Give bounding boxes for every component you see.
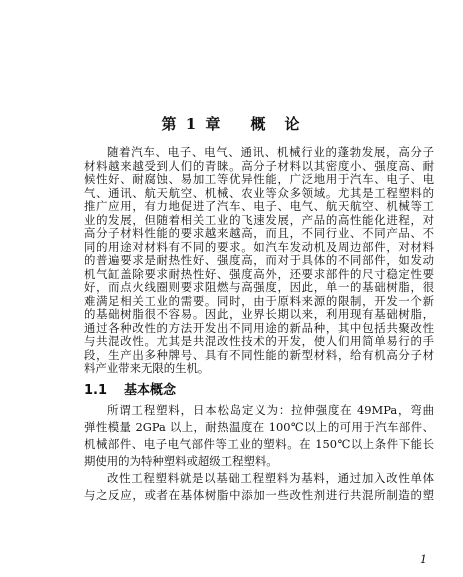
text-line: 料产业带来无限的生机。 bbox=[84, 361, 210, 375]
text-line: 难满足相关工业的需要。同时，由于原料来源的限制，开发一个新 bbox=[84, 293, 434, 308]
text-line: 好，而点火线圈则要求阻燃与高强度，因此，单一的基础树脂，很 bbox=[84, 280, 434, 294]
text-line: 所谓工程塑料，日本松岛定义为：拉伸强度在 49MPa，弯曲 bbox=[107, 403, 434, 417]
text-line: 推广应用，有力地促进了汽车、电子、电气、航天航空、机械等工 bbox=[84, 199, 434, 213]
chapter-label: 第 1 章 bbox=[161, 115, 223, 133]
text-line: 与之反应，或者在基体树脂中添加一些改性剂进行共混所制造的塑 bbox=[84, 488, 434, 502]
text-line: 改性工程塑料就是以基础工程塑料为基料，通过加入改性单体 bbox=[107, 471, 434, 485]
text-line: 业的发展，但随着相关工业的飞速发展，产品的高性能化进程，对 bbox=[84, 212, 434, 227]
chapter-title: 概 论 bbox=[250, 115, 302, 133]
chapter-heading bbox=[0, 113, 463, 134]
text-line: 随着汽车、电子、电气、通讯、机械行业的蓬勃发展，高分子 bbox=[107, 145, 434, 159]
text-line: 通过各种改性的方法开发出不同用途的新品种，其中包括共聚改性 bbox=[84, 320, 434, 335]
page-number: 1 bbox=[420, 553, 427, 566]
text-line: 机气缸盖除要求耐热性好、强度高外，还要求部件的尺寸稳定性要 bbox=[84, 266, 434, 281]
section-title: 基本概念 bbox=[124, 383, 177, 398]
section-number: 1.1 bbox=[84, 383, 108, 398]
text-line: 机械部件、电子电气部件等工业的塑料。在 150℃以上条件下能长 bbox=[84, 437, 434, 451]
text-line: 期使用的为特种塑料或超级工程塑料。 bbox=[84, 454, 278, 468]
text-line: 高分子材料性能的要求越来越高，而且，不同行业、不同产品、不 bbox=[84, 226, 434, 240]
text-line: 的普遍要求是耐热性好、强度高，而对于具体的不同部件，如发动 bbox=[84, 253, 434, 267]
section-heading bbox=[84, 379, 176, 398]
text-line: 段，生产出多种牌号、具有不同性能的新型材料，给有机高分子材 bbox=[84, 347, 434, 362]
text-line: 的基础树脂很不容易。因此，业界长期以来，利用现有基础树脂， bbox=[84, 307, 434, 321]
text-line: 候性好、耐腐蚀、易加工等优异性能，广泛地用于汽车、电子、电 bbox=[84, 172, 434, 186]
text-line: 同的用途对材料有不同的要求。如汽车发动机及周边部件，对材料 bbox=[84, 239, 434, 254]
text-line: 与共混改性。尤其是共混改性技术的开发，使人们用简单易行的手 bbox=[84, 334, 434, 348]
text-line: 气、通讯、航天航空、机械、农业等众多领域。尤其是工程塑料的 bbox=[84, 185, 434, 200]
text-line: 弹性模量 2GPa 以上，耐热温度在 100℃以上的可用于汽车部件、 bbox=[84, 420, 434, 434]
text-line: 材料越来越受到人们的青睐。高分子材料以其密度小、强度高、耐 bbox=[84, 158, 434, 173]
